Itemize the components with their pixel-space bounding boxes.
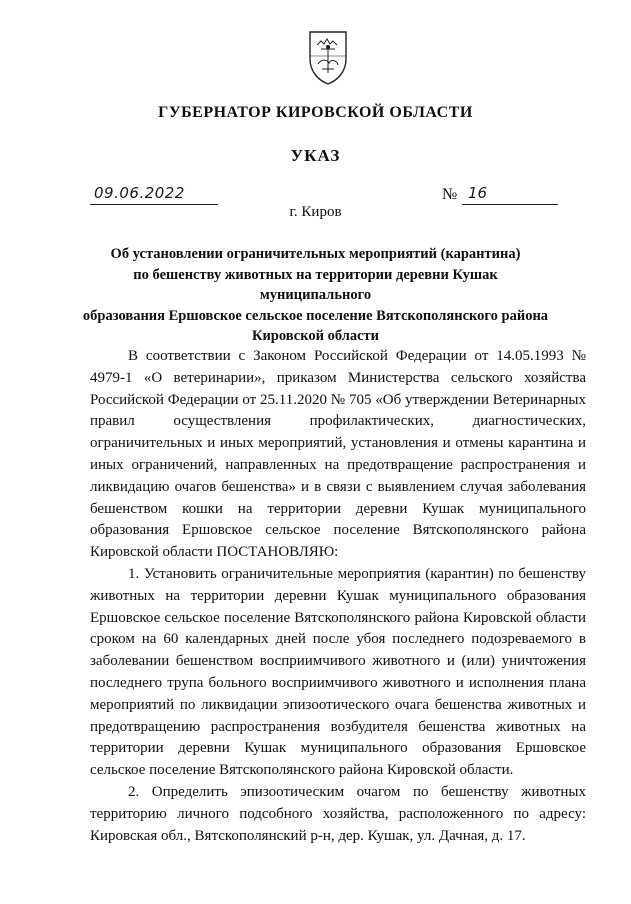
document-type: УКАЗ <box>290 146 341 165</box>
decree-body <box>90 346 586 847</box>
heading-line: по бешенству животных на территории деревни Кушак муниципального <box>133 266 498 303</box>
clause-2-paragraph: 2. Определить эпизоотическим очагом по бешенству животных территорию личного подсобного хозяйства, расположенного по адресу: Кировская обл., Вятскополянский р-н, дер. Кушак, ул. Дачная, д. 17. <box>90 783 586 844</box>
number-field <box>462 186 558 205</box>
clause-1-paragraph: 1. Установить ограничительные мероприятия (карантин) по бешенству животных на территории деревни Кушак муниципального образования Ершовское сельское поселение Вятскополянского района Кировской области сроком на 60 календарных дней после убоя последнего подозреваемого в заболевании бешенством восприимчивого животного и (или) уничтожения последнего трупа больного восприимчивого животного и исполнения плана мероприятий по ликвидации эпизоотического очага бешенства животных и предотвращению распространения возбудителя бешенства животных на территории деревни Кушак муниципального образования Ершовское сельское поселение Вятскополянского района Кировской области. <box>90 565 586 779</box>
heading-line: Об установлении ограничительных мероприятий (карантина) <box>110 246 521 262</box>
kirov-region-coat-of-arms-icon <box>307 29 349 85</box>
number-label: № <box>442 186 458 203</box>
governor-title: ГУБЕРНАТОР КИРОВСКОЙ ОБЛАСТИ <box>158 104 473 121</box>
decree-date: 09.06.2022 <box>94 184 185 202</box>
date-field <box>90 186 218 205</box>
heading-line: образования Ершовское сельское поселение Вятскополянского района <box>82 307 549 324</box>
decree-heading <box>80 244 551 347</box>
decree-number: 16 <box>468 184 488 202</box>
preamble-paragraph: В соответствии с Законом Российской Федерации от 14.05.1993 № 4979-1 «О ветеринарии», приказом Министерства сельского хозяйства Российской Федерации от 25.11.2020 № 705 «Об утверждении Ветеринарных правил осуществления профилактических, диагностических, ограничительных и иных мероприятий, установления и отмены карантина и иных ограничений, направленных на предотвращение распространения и ликвидацию очагов бешенства» и в связи с выявлением случая заболевания бешенством кошки на территории деревни Кушак муниципального образования Ершовское сельское поселение Вятскополянского района Кировской области ПОСТАНОВЛЯЮ: <box>90 348 586 561</box>
city: г. Киров <box>289 204 342 220</box>
heading-line: Кировской области <box>251 328 380 344</box>
